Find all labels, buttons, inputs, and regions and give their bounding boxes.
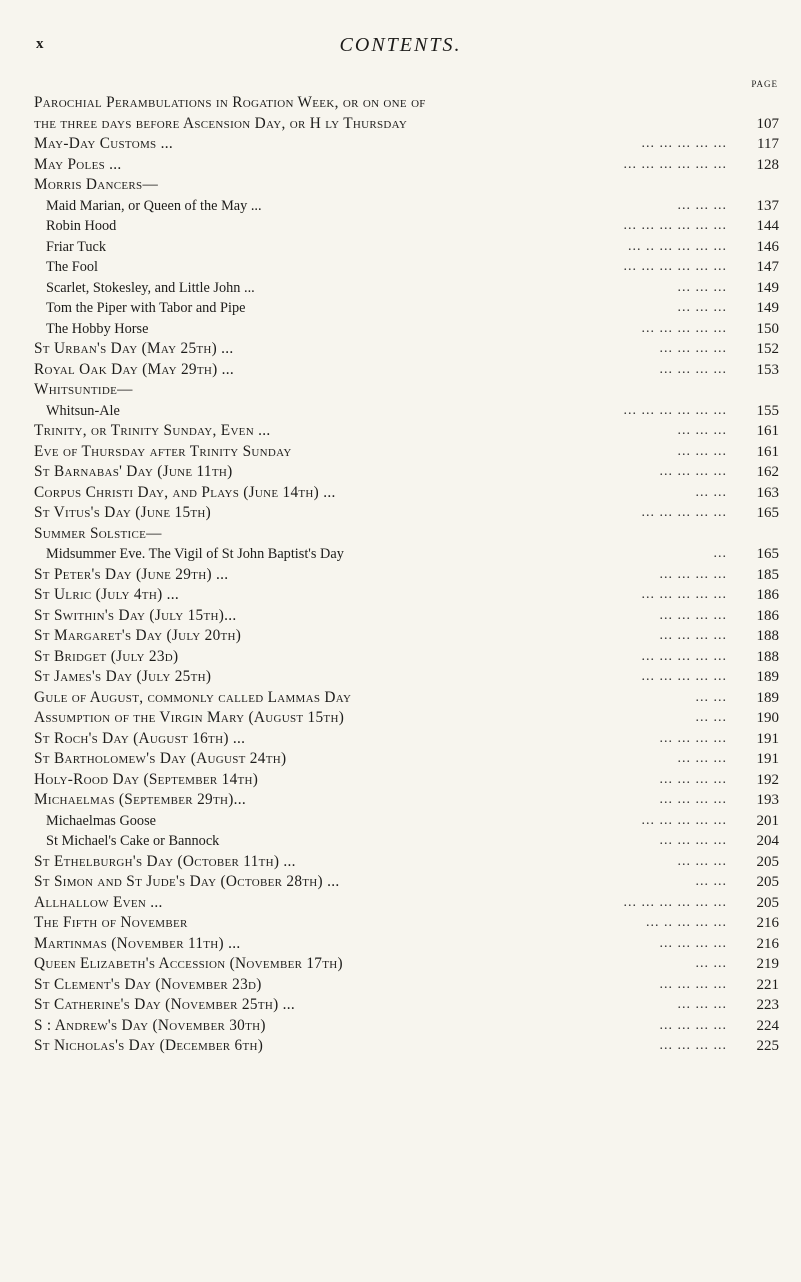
toc-entry: [34, 585, 779, 606]
toc-entry: [34, 134, 779, 155]
entry-page-number: 205: [756, 894, 779, 911]
entry-page-number: 185: [756, 566, 779, 583]
entry-title: St James's Day (July 25th): [34, 668, 212, 685]
toc-subentry: [34, 544, 779, 565]
toc-entry: [34, 688, 779, 709]
toc-entry: [34, 954, 779, 975]
dot-leader: ... ... ... ... ... ...: [623, 218, 727, 233]
entry-title: St Margaret's Day (July 20th): [34, 627, 242, 644]
dot-leader: ... ...: [695, 710, 727, 725]
entry-title: Allhallow Even ...: [34, 893, 163, 911]
toc-entry: [34, 175, 779, 196]
entry-page-number: 216: [756, 935, 779, 952]
dot-leader: ... ... ...: [677, 997, 727, 1012]
entry-title: St Peter's Day (June 29th) ...: [34, 565, 229, 583]
entry-title: St Ethelburgh's Day (October 11th) ...: [34, 852, 296, 870]
entry-page-number: 201: [756, 812, 779, 829]
entry-title: May-Day Customs ...: [34, 135, 173, 152]
entry-title: Robin Hood: [46, 218, 117, 234]
toc-entry: [34, 462, 779, 483]
toc-entry: [34, 647, 779, 668]
entry-title: Scarlet, Stokesley, and Little John ...: [46, 279, 255, 296]
dot-leader: ... ... ...: [677, 423, 727, 438]
entry-page-number: 216: [756, 915, 779, 931]
entry-page-number: 189: [756, 689, 779, 706]
dot-leader: ... .. ... ... ...: [646, 915, 727, 930]
entry-page-number: 144: [756, 218, 779, 234]
entry-page-number: 188: [756, 628, 779, 644]
entry-title: St Ulric (July 4th) ...: [34, 586, 179, 603]
toc-entry: [34, 708, 779, 729]
toc-entry: [34, 503, 779, 524]
toc-entry: [34, 93, 779, 114]
dot-leader: ... ... ...: [677, 300, 727, 315]
entry-title: Parochial Perambulations in Rogation Week, or on one of: [34, 94, 426, 111]
toc-entry: [34, 729, 779, 750]
table-of-contents: [34, 93, 779, 1057]
entry-page-number: 205: [756, 853, 779, 870]
dot-leader: ... ... ... ... ...: [641, 136, 727, 151]
entry-title: Whitsun-Ale: [46, 402, 120, 419]
page-header: [0, 0, 801, 60]
dot-leader: ... ... ...: [677, 853, 727, 869]
dot-leader: ... ... ... ...: [659, 935, 727, 951]
dot-leader: ... ... ... ...: [659, 833, 727, 848]
entry-page-number: 147: [756, 259, 779, 275]
dot-leader: ... ... ... ...: [659, 361, 727, 377]
entry-title: The Fifth of November: [34, 914, 188, 931]
dot-leader: ... ... ... ...: [659, 771, 727, 787]
dot-leader: ... ... ...: [677, 751, 727, 766]
entry-page-number: 224: [756, 1017, 779, 1034]
page-column-label: PAGE: [751, 79, 778, 89]
toc-entry: [34, 483, 779, 504]
entry-title: Assumption of the Virgin Mary (August 15th): [34, 709, 345, 726]
dot-leader: ... ... ...: [677, 279, 727, 295]
toc-entry: [34, 770, 779, 791]
entry-page-number: 149: [756, 279, 779, 296]
entry-page-number: 107: [756, 115, 779, 132]
entry-page-number: 225: [756, 1038, 779, 1054]
entry-title: Trinity, or Trinity Sunday, Even ...: [34, 422, 271, 439]
entry-title: Royal Oak Day (May 29th) ...: [34, 360, 235, 378]
entry-page-number: 153: [756, 361, 779, 378]
dot-leader: ... ... ... ... ...: [641, 587, 727, 602]
toc-subentry: [34, 831, 779, 852]
entry-title: Tom the Piper with Tabor and Pipe: [46, 300, 246, 316]
toc-entry: [34, 1016, 779, 1037]
dot-leader: ... ... ... ... ...: [641, 812, 727, 828]
dot-leader: ... ... ... ...: [659, 628, 727, 643]
toc-entry: [34, 872, 779, 893]
dot-leader: ... ... ... ... ...: [641, 320, 727, 336]
dot-leader: ... ... ... ... ...: [641, 648, 727, 664]
dot-leader: ... ... ... ...: [659, 566, 727, 582]
entry-page-number: 186: [756, 607, 779, 624]
entry-title: St Vitus's Day (June 15th): [34, 504, 212, 521]
toc-subentry: [34, 257, 779, 278]
dot-leader: ... ... ...: [677, 443, 727, 459]
toc-subentry: [34, 196, 779, 217]
toc-subentry: [34, 811, 779, 832]
toc-entry: [34, 421, 779, 442]
dot-leader: ... ... ... ... ... ...: [623, 402, 727, 418]
toc-entry: [34, 790, 779, 811]
dot-leader: ... ... ... ... ... ...: [623, 156, 727, 172]
entry-page-number: 128: [756, 156, 779, 173]
entry-title: St Swithin's Day (July 15th)...: [34, 606, 237, 624]
entry-page-number: 117: [757, 136, 779, 152]
toc-entry: [34, 114, 779, 135]
entry-title: The Hobby Horse: [46, 320, 149, 337]
toc-entry: [34, 1036, 779, 1057]
entry-title: Maid Marian, or Queen of the May ...: [46, 197, 262, 214]
entry-title: Martinmas (November 11th) ...: [34, 934, 241, 952]
toc-entry: [34, 893, 779, 914]
toc-subentry: [34, 278, 779, 299]
entry-title: St Roch's Day (August 16th) ...: [34, 729, 246, 747]
dot-leader: ... ... ...: [677, 197, 727, 213]
entry-page-number: 162: [756, 464, 779, 480]
entry-title: Michaelmas (September 29th)...: [34, 791, 246, 808]
entry-page-number: 219: [756, 956, 779, 972]
entry-title: St Bridget (July 23d): [34, 647, 179, 665]
entry-title: Midsummer Eve. The Vigil of St John Baptist's Day: [46, 546, 344, 562]
entry-page-number: 188: [756, 648, 779, 665]
entry-page-number: 193: [756, 792, 779, 808]
toc-subentry: [34, 401, 779, 422]
entry-title: St Barnabas' Day (June 11th): [34, 463, 233, 480]
dot-leader: ... ... ... ...: [659, 607, 727, 623]
entry-page-number: 192: [756, 771, 779, 788]
toc-entry: [34, 380, 779, 401]
toc-subentry: [34, 298, 779, 319]
page-number: x: [36, 36, 44, 52]
entry-page-number: 146: [756, 238, 779, 255]
toc-entry: [34, 852, 779, 873]
entry-page-number: 190: [756, 710, 779, 726]
entry-page-number: 165: [756, 505, 779, 521]
entry-title: Gule of August, commonly called Lammas Day: [34, 688, 352, 706]
entry-page-number: 150: [756, 320, 779, 337]
entry-page-number: 191: [756, 730, 779, 747]
toc-entry: [34, 339, 779, 360]
dot-leader: ... ... ... ... ...: [641, 669, 727, 684]
entry-title: May Poles ...: [34, 155, 122, 173]
toc-subentry: [34, 216, 779, 237]
toc-entry: [34, 975, 779, 996]
toc-entry: [34, 360, 779, 381]
entry-page-number: 189: [756, 669, 779, 685]
dot-leader: ... ...: [695, 689, 727, 705]
entry-title: Whitsuntide—: [34, 381, 133, 398]
entry-page-number: 223: [756, 997, 779, 1013]
entry-page-number: 165: [756, 546, 779, 562]
toc-entry: [34, 913, 779, 934]
dot-leader: ... ... ... ...: [659, 341, 727, 356]
entry-title: St Simon and St Jude's Day (October 28th) ...: [34, 873, 340, 890]
dot-leader: ... .. ... ... ... ...: [628, 238, 727, 254]
entry-page-number: 163: [756, 484, 779, 501]
entry-title: Eve of Thursday after Trinity Sunday: [34, 442, 292, 460]
entry-page-number: 205: [756, 874, 779, 890]
entry-title: St Urban's Day (May 25th) ...: [34, 340, 234, 357]
dot-leader: ... ... ... ... ...: [641, 505, 727, 520]
entry-page-number: 161: [756, 443, 779, 460]
entry-page-number: 186: [756, 587, 779, 603]
dot-leader: ... ...: [695, 484, 727, 500]
entry-page-number: 137: [756, 197, 779, 214]
entry-title: Summer Solstice—: [34, 524, 162, 542]
entry-title: the three days before Ascension Day, or H ly Thursday: [34, 114, 408, 132]
dot-leader: ... ... ... ...: [659, 464, 727, 479]
dot-leader: ... ... ... ... ... ...: [623, 259, 727, 274]
entry-page-number: 191: [756, 751, 779, 767]
toc-entry: [34, 524, 779, 545]
dot-leader: ... ... ... ...: [659, 792, 727, 807]
toc-subentry: [34, 237, 779, 258]
entry-title: Friar Tuck: [46, 238, 106, 255]
toc-entry: [34, 606, 779, 627]
entry-title: Queen Elizabeth's Accession (November 17th): [34, 955, 343, 972]
toc-entry: [34, 626, 779, 647]
entry-title: The Fool: [46, 259, 99, 275]
entry-title: St Michael's Cake or Bannock: [46, 833, 220, 849]
toc-entry: [34, 442, 779, 463]
entry-title: St Clement's Day (November 23d): [34, 975, 262, 993]
entry-page-number: 149: [756, 300, 779, 316]
toc-entry: [34, 155, 779, 176]
entry-title: St Bartholomew's Day (August 24th): [34, 750, 287, 767]
entry-title: Michaelmas Goose: [46, 812, 156, 829]
entry-title: Holy-Rood Day (September 14th): [34, 770, 259, 788]
entry-page-number: 221: [756, 976, 779, 993]
dot-leader: ...: [713, 546, 727, 561]
dot-leader: ... ... ... ...: [659, 1017, 727, 1033]
toc-entry: [34, 749, 779, 770]
dot-leader: ... ...: [695, 874, 727, 889]
toc-subentry: [34, 319, 779, 340]
toc-entry: [34, 667, 779, 688]
toc-entry: [34, 934, 779, 955]
dot-leader: ... ... ... ...: [659, 730, 727, 746]
entry-title: Corpus Christi Day, and Plays (June 14th) ...: [34, 483, 336, 501]
dot-leader: ... ... ... ...: [659, 976, 727, 992]
entry-page-number: 152: [756, 341, 779, 357]
entry-title: Morris Dancers—: [34, 176, 159, 193]
entry-title: S : Andrew's Day (November 30th): [34, 1016, 266, 1034]
dot-leader: ... ...: [695, 956, 727, 971]
entry-page-number: 204: [756, 833, 779, 849]
dot-leader: ... ... ... ... ... ...: [623, 894, 727, 910]
entry-page-number: 161: [756, 423, 779, 439]
toc-entry: [34, 995, 779, 1016]
entry-title: St Nicholas's Day (December 6th): [34, 1037, 264, 1054]
entry-page-number: 155: [756, 402, 779, 419]
toc-entry: [34, 565, 779, 586]
dot-leader: ... ... ... ...: [659, 1038, 727, 1053]
running-title: CONTENTS.: [339, 34, 462, 56]
entry-title: St Catherine's Day (November 25th) ...: [34, 996, 295, 1013]
